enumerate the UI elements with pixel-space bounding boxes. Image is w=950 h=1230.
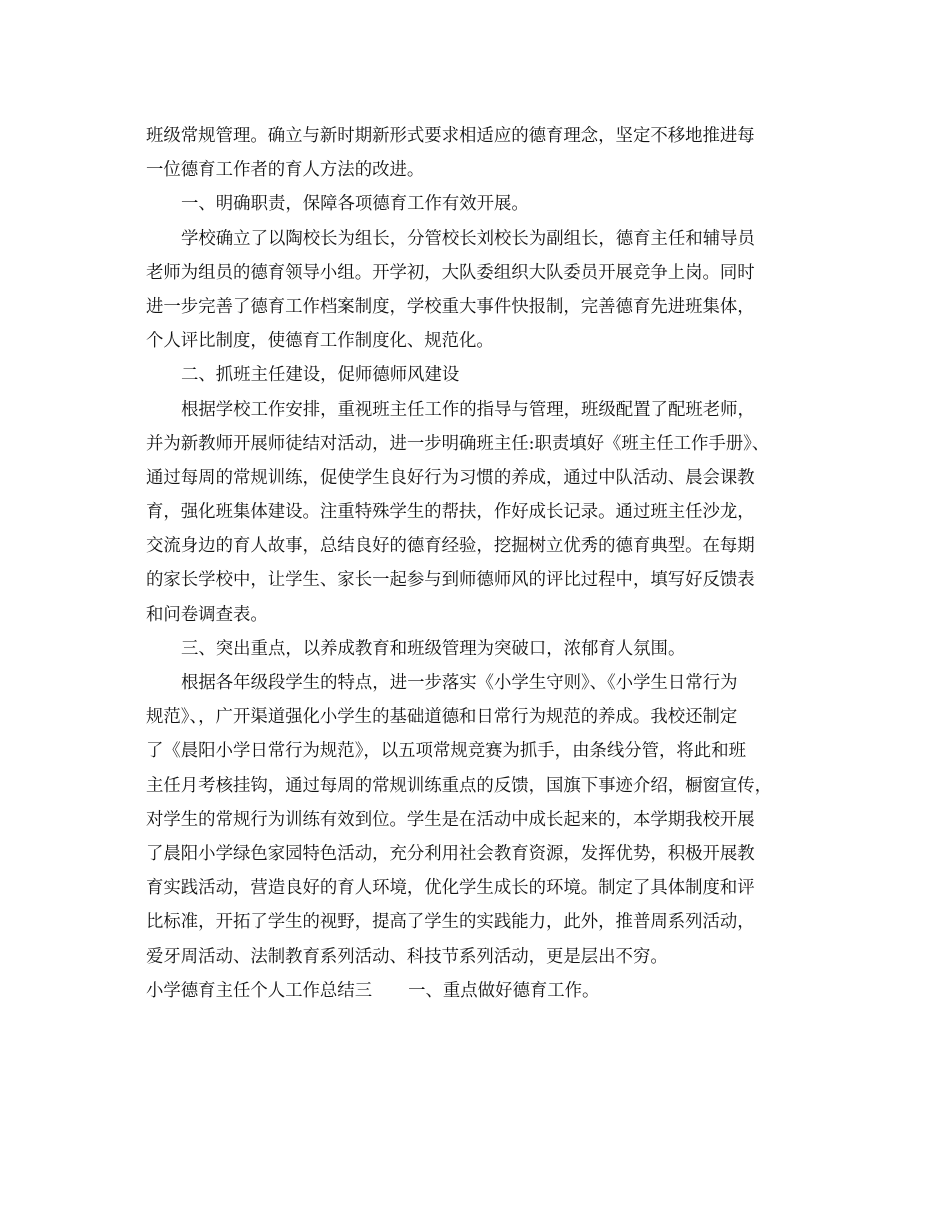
text-line: 规范》、，广开渠道强化小学生的基础道德和日常行为规范的养成。我校还制定 — [146, 707, 738, 728]
text-line: 了《晨阳小学日常行为规范》，以五项常规竞赛为抓手，由条线分管，将此和班 — [146, 741, 746, 762]
text-line: 进一步完善了德育工作档案制度，学校重大事件快报制，完善德育先进班集体， — [146, 296, 755, 317]
section-heading-2: 二、抓班主任建设，促师德师风建设 — [181, 365, 460, 386]
text-line: 老师为组员的德育领导小组。开学初，大队委组织大队委员开展竞争上岗。同时 — [146, 262, 755, 283]
text-line: 根据各年级段学生的特点，进一步落实《小学生守则》、《小学生日常行为 — [181, 673, 738, 693]
text-line: 交流身边的育人故事，总结良好的德育经验，挖掘树立优秀的德育典型。在每期 — [146, 536, 755, 557]
text-line: 主任月考核挂钩，通过每周的常规训练重点的反馈，国旗下事迹介绍，橱窗宣传， — [146, 775, 773, 796]
section-heading-1: 一、明确职责，保障各项德育工作有效开展。 — [181, 194, 529, 215]
summary-title-line — [146, 974, 826, 1008]
section-heading-3: 三、突出重点，以养成教育和班级管理为突破口，浓郁育人氛围。 — [181, 638, 686, 659]
text-line: 了晨阳小学绿色家园特色活动，充分利用社会教育资源，发挥优势，积极开展教 — [146, 843, 755, 864]
text-line: 的家长学校中，让学生、家长一起参与到师德师风的评比过程中，填写好反馈表 — [146, 570, 755, 591]
text-line: 一位德育工作者的育人方法的改进。 — [146, 160, 425, 181]
text-line: 班级常规管理。确立与新时期新形式要求相适应的德育理念，坚定不移地推进每 — [146, 126, 755, 146]
text-line: 根据学校工作安排，重视班主任工作的指导与管理，班级配置了配班老师， — [181, 399, 755, 420]
text-line: 育，强化班集体建设。注重特殊学生的帮扶，作好成长记录。通过班主任沙龙， — [146, 502, 755, 523]
document-body — [146, 119, 826, 1008]
text-line: 并为新教师开展师徒结对活动，进一步明确班主任:职责填好《班主任工作手册》、 — [146, 433, 770, 454]
text-line: 比标准，开拓了学生的视野，提高了学生的实践能力，此外，推普周系列活动， — [146, 912, 755, 933]
summary-title: 小学德育主任个人工作总结三 — [146, 980, 373, 1001]
text-line: 和问卷调查表。 — [146, 604, 268, 625]
summary-first-heading: 一、重点做好德育工作。 — [408, 980, 600, 1001]
text-line: 爱牙周活动、法制教育系列活动、科技节系列活动，更是层出不穷。 — [146, 946, 668, 967]
text-line: 学校确立了以陶校长为组长，分管校长刘校长为副组长，德育主任和辅导员 — [181, 228, 755, 249]
text-line: 对学生的常规行为训练有效到位。学生是在活动中成长起来的，本学期我校开展 — [146, 809, 755, 830]
text-line: 通过每周的常规训练，促使学生良好行为习惯的养成，通过中队活动、晨会课教 — [146, 467, 755, 488]
text-line: 育实践活动，营造良好的育人环境，优化学生成长的环境。制定了具体制度和评 — [146, 878, 755, 899]
text-line: 个人评比制度，使德育工作制度化、规范化。 — [146, 331, 494, 352]
